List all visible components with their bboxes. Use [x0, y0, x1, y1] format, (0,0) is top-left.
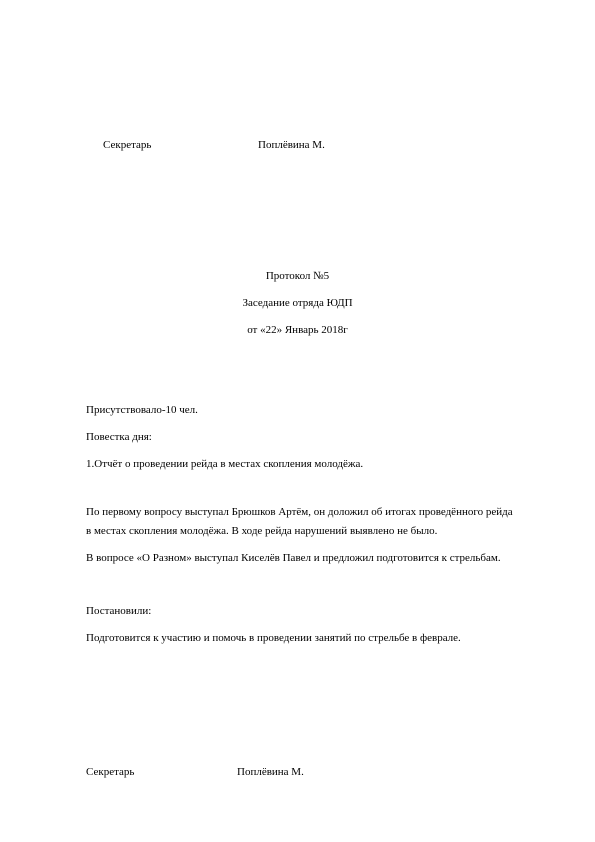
agenda-item: 1.Отчёт о проведении рейда в местах скопления молодёжа.	[86, 458, 364, 470]
paragraph-first-question-line-2: в местах скопления молодёжа. В ходе рейда нарушений выявлено не было.	[86, 525, 438, 537]
resolution-text: Подготовится к участию и помочь в проведении занятий по стрельбе в феврале.	[86, 632, 461, 644]
top-signature-role: Секретарь	[103, 139, 152, 151]
attendance-line: Присутствовало-10 чел.	[86, 404, 198, 416]
top-signature-name: Поплёвина М.	[258, 139, 325, 151]
resolution-label: Постановили:	[86, 605, 152, 617]
bottom-signature-role: Секретарь	[86, 766, 135, 778]
meeting-date: от «22» Январь 2018г	[247, 324, 348, 336]
meeting-subtitle: Заседание отряда ЮДП	[242, 297, 353, 309]
paragraph-other-matters: В вопросе «О Разном» выступал Киселёв Павел и предложил подготовится к стрельбам.	[86, 552, 501, 564]
paragraph-first-question-line-1: По первому вопросу выступал Брюшков Артём, он доложил об итогах проведённого рейда	[86, 506, 513, 518]
protocol-title: Протокол №5	[265, 270, 330, 282]
agenda-label: Повестка дня:	[86, 431, 152, 443]
bottom-signature-name: Поплёвина М.	[237, 766, 304, 778]
